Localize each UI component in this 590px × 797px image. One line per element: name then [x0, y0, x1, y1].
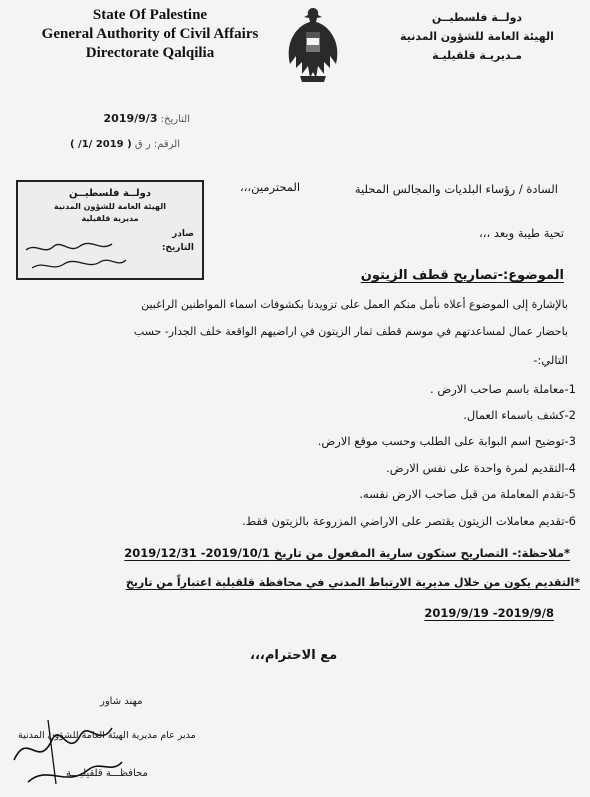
english-header-line-2: General Authority of Civil Affairs	[41, 26, 259, 42]
subject-line	[361, 268, 564, 283]
note-validity: *ملاحظة:- التصاريح ستكون سارية المفعول من تاريخ 2019/10/1- 2019/12/31	[124, 546, 570, 560]
paragraph-line-2: باحضار عمال لمساعدتهم في موسم قطف ثمار الزيتون في اراضيهم الواقعة خلف الجدار- حسب	[133, 325, 568, 338]
list-item-3: 3-توضيح اسم البوابة على الطلب وحسب موقع الارض.	[317, 434, 576, 448]
arabic-header	[382, 8, 572, 65]
date-row	[80, 112, 190, 125]
english-header-line-1: State Of Palestine	[92, 7, 208, 23]
list-item-1: 1-معاملة باسم صاحب الارض .	[430, 382, 576, 396]
paragraph-line-3: التالي:-	[533, 353, 568, 367]
english-header	[20, 6, 280, 63]
paragraph-line-1: بالإشارة إلى الموضوع أعلاه نأمل منكم العمل على تزويدنا بكشوفات اسماء المواطنين الراغبين	[141, 298, 568, 311]
reference-value: ( 2019 /1/ )	[69, 139, 132, 150]
honorific: المحترمين،،،	[240, 180, 301, 194]
list-item-2: 2-كشف باسماء العمال.	[463, 408, 576, 422]
closing-line: مع الاحترام،،،	[250, 648, 338, 663]
list-item-5: 5-تقدم المعاملة من قبل صاحب الارض نفسه.	[359, 487, 576, 501]
reference-label: الرقم: ر ق	[134, 139, 180, 150]
signatory-name: مهند شاور	[100, 696, 143, 707]
english-header-line-3: Directorate Qalqilia	[85, 45, 215, 61]
incoming-stamp	[16, 180, 204, 280]
stamp-date-label: التاريخ:	[161, 243, 194, 253]
stamp-handwriting-scribble	[22, 238, 198, 276]
date-value: 2019/9/3	[103, 112, 158, 125]
subject-label: الموضوع:-	[497, 268, 564, 283]
note-submission-dates: 2019/9/8- 2019/9/19	[424, 606, 554, 620]
palestine-eagle-emblem-icon	[282, 4, 344, 86]
stamp-line-3: مديرية قلقيلية	[81, 214, 139, 223]
list-item-6: 6-تقديم معاملات الزيتون يقتصر على الاراضي المزروعة بالزيتون فقط.	[241, 514, 576, 528]
subject-text: تصاريح قطف الزيتون	[360, 268, 498, 283]
list-item-4: 4-التقديم لمرة واحدة على نفس الارض.	[386, 461, 576, 475]
date-label: التاريخ:	[160, 114, 190, 125]
signatory-governorate: محافظـــة قلقيليـــة	[66, 768, 148, 779]
signatory-title: مدير عام مديرية الهيئة العامة للشؤون المدنية	[18, 730, 196, 741]
greeting-line: تحية طيبة وبعد ،،،	[479, 226, 564, 240]
stamp-line-1: دولــة فلسطيــن	[69, 188, 151, 199]
reference-row	[40, 139, 180, 150]
note-submission: *التقديم يكون من خلال مديرية الارتباط المدني في محافظة قلقيلية اعتباراً من تاريخ	[125, 576, 580, 589]
stamp-outgoing-label: صادر	[172, 229, 194, 239]
arabic-header-line-1: دولــة فلسطيــن	[431, 11, 523, 24]
arabic-header-line-3: مـديريـة قلقيليـة	[432, 49, 522, 62]
recipients-line: السادة / رؤساء البلديات والمجالس المحلية	[354, 182, 558, 196]
arabic-header-line-2: الهيئة العامة للشؤون المدنية	[400, 30, 554, 43]
stamp-line-2: الهيئة العامة للشؤون المدنية	[54, 202, 166, 211]
